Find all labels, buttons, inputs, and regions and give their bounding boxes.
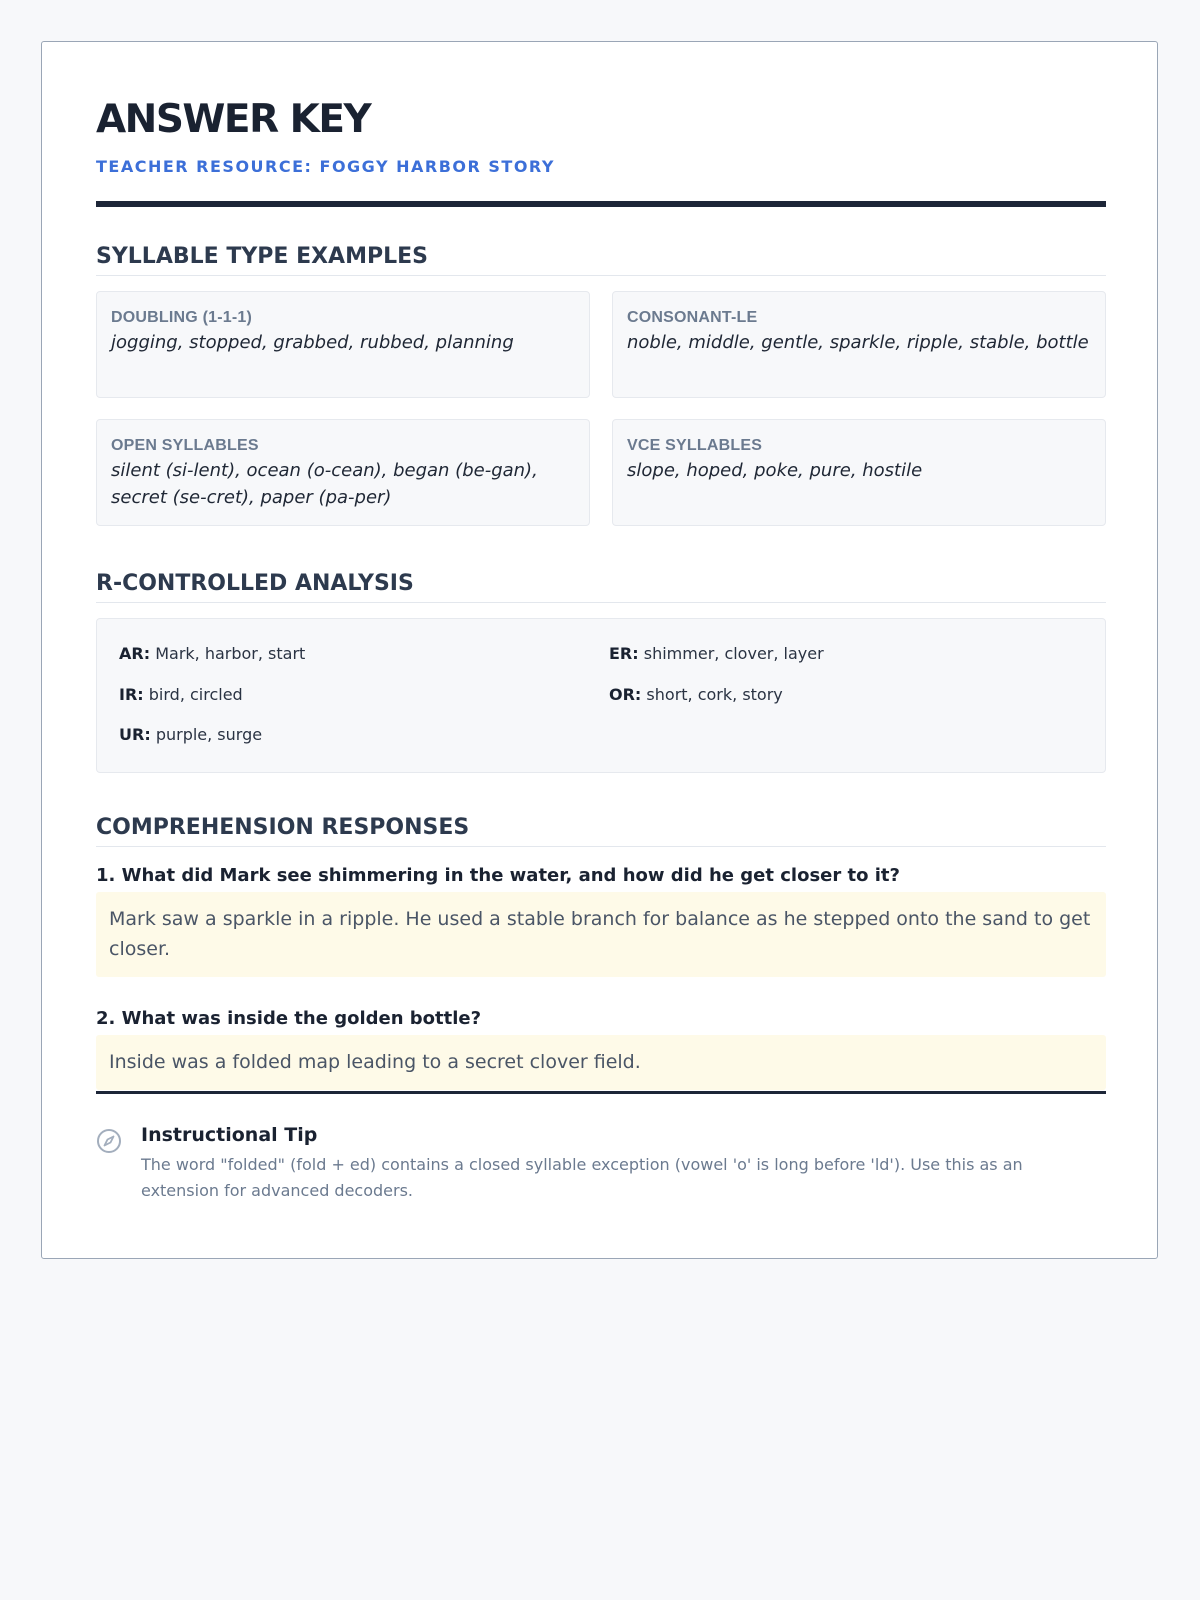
syllable-type-card-consonant-le <box>612 291 1106 398</box>
r-controlled-words: bird, circled <box>148 685 243 704</box>
syllable-type-words: slope, hoped, poke, pure, hostile <box>627 460 923 481</box>
r-controlled-words: Mark, harbor, start <box>155 644 306 663</box>
syllable-type-label: DOUBLING (1-1-1) <box>111 309 252 326</box>
syllable-type-card-vce <box>612 419 1106 526</box>
r-controlled-label: AR: <box>119 644 151 663</box>
page-title: ANSWER KEY <box>96 97 371 142</box>
r-controlled-label: ER: <box>609 644 639 663</box>
section-title-syllable-types: SYLLABLE TYPE EXAMPLES <box>96 244 1106 276</box>
syllable-type-label: CONSONANT-LE <box>627 309 758 326</box>
section-title-r-controlled: R-CONTROLLED ANALYSIS <box>96 571 1106 603</box>
answer-key-card <box>41 41 1158 1259</box>
syllable-type-words: jogging, stopped, grabbed, rubbed, planning <box>111 332 514 353</box>
answer-1: Mark saw a sparkle in a ripple. He used a stable branch for balance as he stepped onto the sand to get closer. <box>96 892 1106 977</box>
section-title-comprehension: COMPREHENSION RESPONSES <box>96 815 1106 847</box>
r-controlled-item-or <box>609 685 783 704</box>
title-divider <box>96 201 1106 207</box>
answer-2: Inside was a folded map leading to a secret clover field. <box>96 1035 1106 1090</box>
r-controlled-item-er <box>609 644 824 663</box>
tip-divider <box>96 1091 1106 1094</box>
syllable-type-label: OPEN SYLLABLES <box>111 437 259 454</box>
r-controlled-item-ur <box>119 725 262 744</box>
r-controlled-label: IR: <box>119 685 144 704</box>
question-1: 1. What did Mark see shimmering in the water, and how did he get closer to it? <box>96 865 900 886</box>
r-controlled-item-ir <box>119 685 243 704</box>
compass-icon <box>96 1128 122 1154</box>
syllable-type-words: noble, middle, gentle, sparkle, ripple, stable, bottle <box>627 332 1089 353</box>
r-controlled-words: purple, surge <box>155 725 263 744</box>
page-subtitle: TEACHER RESOURCE: FOGGY HARBOR STORY <box>96 157 555 176</box>
r-controlled-words: short, cork, story <box>646 685 783 704</box>
tip-title: Instructional Tip <box>141 1124 318 1146</box>
r-controlled-panel <box>96 618 1106 773</box>
syllable-type-label: VCE SYLLABLES <box>627 437 763 454</box>
syllable-type-card-doubling <box>96 291 590 398</box>
r-controlled-item-ar <box>119 644 305 663</box>
syllable-type-words: silent (si-lent), ocean (o-cean), began (be-gan), secret (se-cret), paper (pa-per) <box>111 460 538 508</box>
syllable-type-card-open <box>96 419 590 526</box>
r-controlled-label: UR: <box>119 725 151 744</box>
question-2: 2. What was inside the golden bottle? <box>96 1008 482 1029</box>
tip-text: The word "folded" (fold + ed) contains a closed syllable exception (vowel 'o' is long before 'ld'). Use this as an extension for advanced decoders. <box>141 1155 1023 1200</box>
r-controlled-words: shimmer, clover, layer <box>643 644 824 663</box>
r-controlled-label: OR: <box>609 685 642 704</box>
